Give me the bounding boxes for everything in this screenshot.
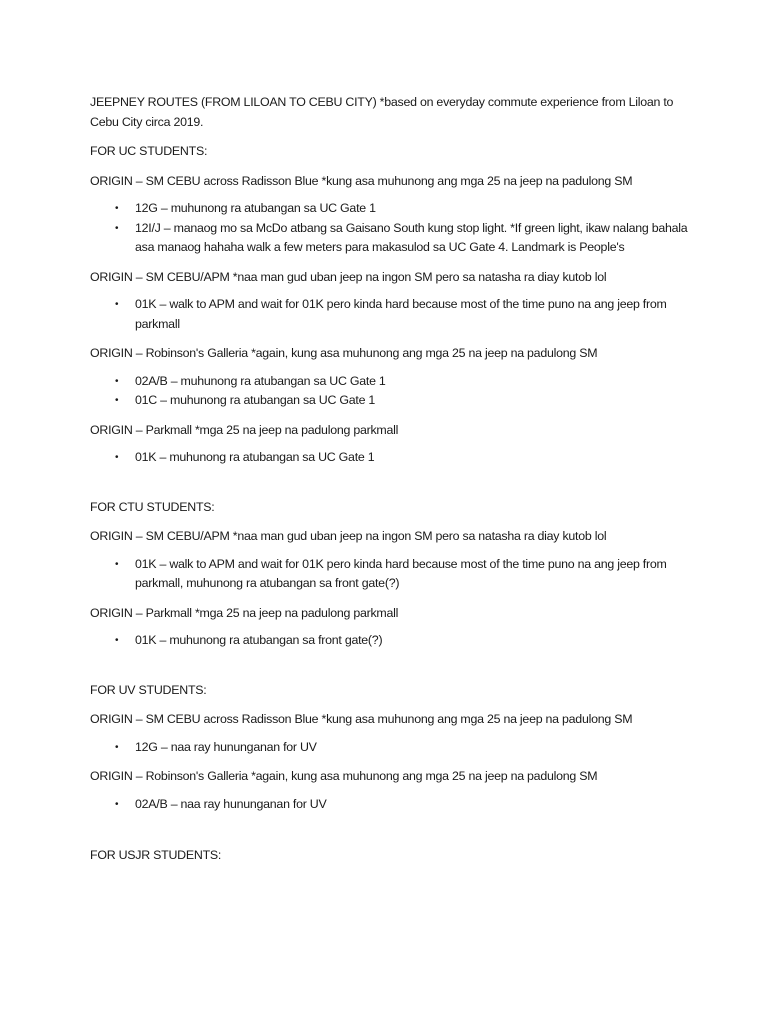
list-item: • 01K – muhunong ra atubangan sa UC Gate 1 <box>90 448 690 468</box>
section-spacer <box>90 661 690 681</box>
ctu-heading: FOR CTU STUDENTS: <box>90 499 215 514</box>
bullet-icon: • <box>115 798 119 810</box>
bullet-icon: • <box>115 452 119 463</box>
uc-origin-2-list <box>90 295 690 334</box>
list-item: • 12G – muhunong ra atubangan sa UC Gate 1 <box>90 199 690 219</box>
document-page <box>90 93 690 876</box>
ctu-origin-2: ORIGIN – Parkmall *mga 25 na jeep na padulong parkmall <box>90 605 399 620</box>
uc-origin-1: ORIGIN – SM CEBU across Radisson Blue *kung asa muhunong ang mga 25 na jeep na padulong SM <box>90 173 633 188</box>
list-item: • 01K – walk to APM and wait for 01K pero kinda hard because most of the time puno na ang jeep from parkmall <box>115 297 667 331</box>
bullet-icon: • <box>115 222 119 234</box>
section-spacer <box>90 478 690 498</box>
usjr-heading: FOR USJR STUDENTS: <box>90 848 222 862</box>
uc-origin-4: ORIGIN – Parkmall *mga 25 na jeep na padulong parkmall <box>90 422 399 437</box>
uc-origin-3: ORIGIN – Robinson's Galleria *again, kung asa muhunong ang mga 25 na jeep na padulong SM <box>90 346 598 360</box>
section-spacer <box>90 824 690 846</box>
uv-origin-1-list <box>90 738 690 758</box>
ctu-origin-2-list <box>90 631 690 651</box>
uv-origin-2-list <box>90 795 690 815</box>
bullet-icon: • <box>115 635 119 646</box>
uv-origin-1: ORIGIN – SM CEBU across Radisson Blue *kung asa muhunong ang mga 25 na jeep na padulong SM <box>90 712 633 726</box>
list-item: • 12G – naa ray hununganan for UV <box>90 738 690 758</box>
uc-origin-2: ORIGIN – SM CEBU/APM *naa man gud uban jeep na ingon SM pero sa natasha ra diay kutob lol <box>90 269 607 284</box>
list-item: • 01C – muhunong ra atubangan sa UC Gate 1 <box>90 391 690 411</box>
list-item: • 12I/J – manaog mo sa McDo atbang sa Gaisano South kung stop light. *If green light, ikaw nalang bahala asa manaog hahaha walk a few meters para makasulod sa UC Gate 4. Landmark is People's <box>115 220 688 254</box>
uv-heading: FOR UV STUDENTS: <box>90 682 207 697</box>
bullet-icon: • <box>115 375 119 387</box>
uc-origin-1-list <box>90 199 690 258</box>
bullet-icon: • <box>115 299 119 310</box>
list-item: • 01K – muhunong ra atubangan sa front gate(?) <box>90 631 690 651</box>
uc-origin-3-list <box>90 372 690 411</box>
list-item: • 02A/B – muhunong ra atubangan sa UC Gate 1 <box>90 372 690 392</box>
uc-heading: FOR UC STUDENTS: <box>90 144 208 158</box>
bullet-icon: • <box>115 741 119 753</box>
uc-origin-4-list <box>90 448 690 468</box>
bullet-icon: • <box>115 558 119 570</box>
bullet-icon: • <box>115 203 119 214</box>
list-item: • 01K – walk to APM and wait for 01K pero kinda hard because most of the time puno na ang jeep from parkmall, muhunong ra atubangan sa front gate(?) <box>115 556 667 590</box>
ctu-origin-1: ORIGIN – SM CEBU/APM *naa man gud uban jeep na ingon SM pero sa natasha ra diay kutob lol <box>90 529 607 543</box>
ctu-origin-1-list <box>90 555 690 594</box>
uv-origin-2: ORIGIN – Robinson's Galleria *again, kung asa muhunong ang mga 25 na jeep na padulong SM <box>90 769 598 783</box>
bullet-icon: • <box>115 395 119 406</box>
list-item: • 02A/B – naa ray hununganan for UV <box>90 795 690 815</box>
document-title: JEEPNEY ROUTES (FROM LILOAN TO CEBU CITY) *based on everyday commute experience from Liloan to Cebu City circa 2019. <box>90 95 674 129</box>
